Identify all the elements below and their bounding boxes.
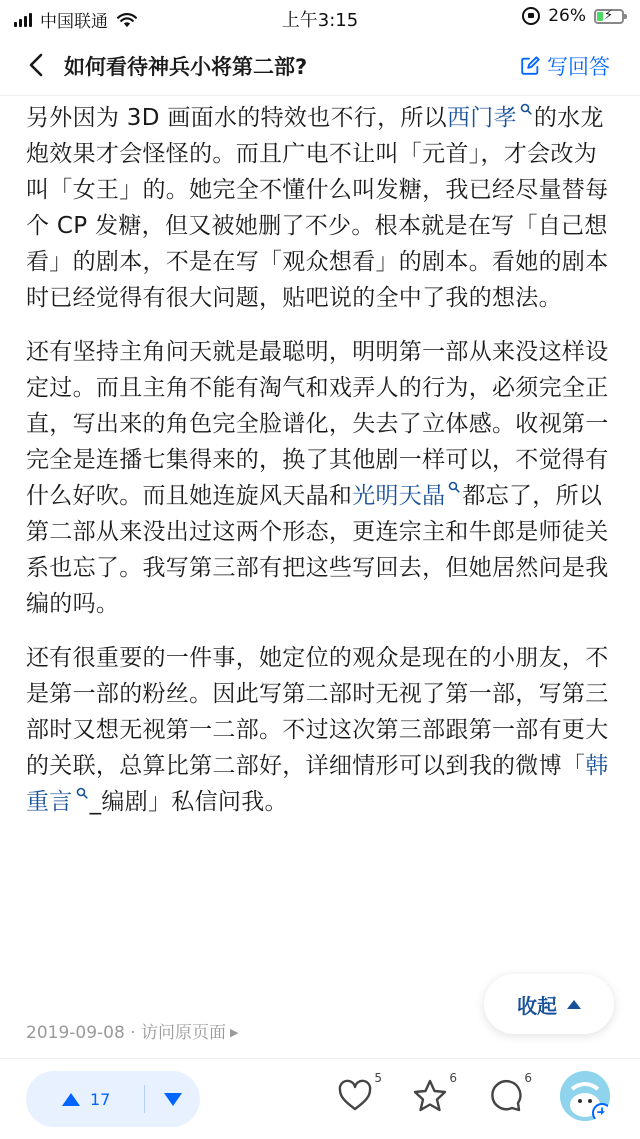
author-avatar[interactable] (560, 1071, 610, 1121)
search-icon[interactable] (520, 103, 532, 115)
paragraph-text: 都忘了，所以第二部从来没出过这两个形态，更连宗主和牛郎是师徒关系也忘了。我写第三部有把这些写回去，但她居然问是我编的吗。 (26, 483, 609, 617)
write-answer-label: 写回答 (547, 55, 610, 79)
paragraph-text: 另外因为 3D 画面水的特效也不行，所以 (26, 105, 447, 131)
answer-paragraph-2 (26, 334, 618, 622)
write-answer-button[interactable] (519, 51, 610, 81)
collapse-label: 收起 (517, 993, 557, 1018)
search-icon[interactable] (76, 787, 88, 799)
status-time: 上午3:15 (281, 10, 359, 31)
favorite-count: 6 (449, 1071, 457, 1085)
rotation-lock-icon (522, 7, 540, 25)
battery-icon: ⚡ (594, 9, 624, 24)
link-ximenxiao[interactable]: 西门孝 (446, 105, 517, 131)
triangle-up-icon (567, 1000, 581, 1009)
battery-percent: 26% (548, 6, 586, 26)
paragraph-text: 还有坚持主角问天就是最聪明，明明第一部从来没这样设定过。而且主角不能有淘气和戏弄人的行为，必须完全正直，写出来的角色完全脸谱化，失去了立体感。收视第一完全是连播七集得来的，换了其他剧一样可以，不觉得有什么好吹。而且她连旋风天晶和 (26, 339, 609, 509)
thanks-count: 5 (374, 1071, 382, 1085)
star-icon (411, 1077, 449, 1115)
triangle-right-icon: ▶ (230, 1026, 239, 1039)
bottom-action-bar (0, 1058, 640, 1139)
collapse-button[interactable] (484, 974, 614, 1034)
question-title[interactable]: 如何看待神兵小将第二部? (64, 55, 308, 79)
comment-count: 6 (524, 1071, 532, 1085)
paragraph-text: 还有很重要的一件事，她定位的观众是现在的小朋友，不是第一部的粉丝。因此写第二部时无视了第一部，写第三部时又想无视第一二部。不过这次第三部跟第一部有更大的关联，总算比第二部好，详细情形可以到我的微博「 (26, 645, 609, 779)
downvote-button[interactable] (145, 1093, 200, 1106)
upvote-icon (62, 1093, 80, 1106)
view-original-link[interactable]: 访问原页面 (141, 1023, 227, 1043)
downvote-icon (164, 1093, 182, 1106)
follow-plus-icon[interactable]: + (592, 1103, 610, 1121)
status-bar (0, 0, 640, 36)
edit-icon (519, 55, 541, 77)
thanks-button[interactable] (336, 1071, 382, 1121)
search-icon[interactable] (448, 481, 460, 493)
meta-separator: · (130, 1023, 136, 1043)
link-guangmingtianjing[interactable]: 光明天晶 (352, 483, 446, 509)
paragraph-text: _编剧」私信问我。 (89, 789, 288, 815)
back-icon[interactable] (22, 50, 52, 80)
upvote-count: 17 (90, 1089, 111, 1109)
heart-icon (336, 1077, 374, 1115)
answer-paragraph-1 (26, 100, 618, 316)
favorite-button[interactable] (411, 1071, 457, 1121)
vote-pill (26, 1071, 200, 1127)
link-hanzhongyan[interactable]: 韩重言 (26, 753, 609, 815)
nav-bar (0, 36, 640, 96)
upvote-button[interactable] (26, 1090, 144, 1109)
paragraph-text: 的水龙炮效果才会怪怪的。而且广电不让叫「元首」，才会改为叫「女王」的。她完全不懂什么叫发糖，我已经尽量替每个 CP 发糖，但又被她删了不少。根本就是在写「自己想看」的剧本，不是在写「观众想看」的剧本。看她的剧本时已经觉得有很大问题，贴吧说的全中了我的想法。 (26, 105, 609, 311)
comment-button[interactable] (486, 1071, 532, 1121)
comment-icon (486, 1077, 524, 1115)
answer-meta (26, 1018, 238, 1043)
answer-paragraph-3 (26, 640, 618, 820)
carrier-name: 中国联通 (40, 12, 108, 32)
status-right (522, 6, 624, 26)
answer-date: 2019-09-08 (26, 1023, 125, 1043)
answer-content (26, 100, 618, 838)
